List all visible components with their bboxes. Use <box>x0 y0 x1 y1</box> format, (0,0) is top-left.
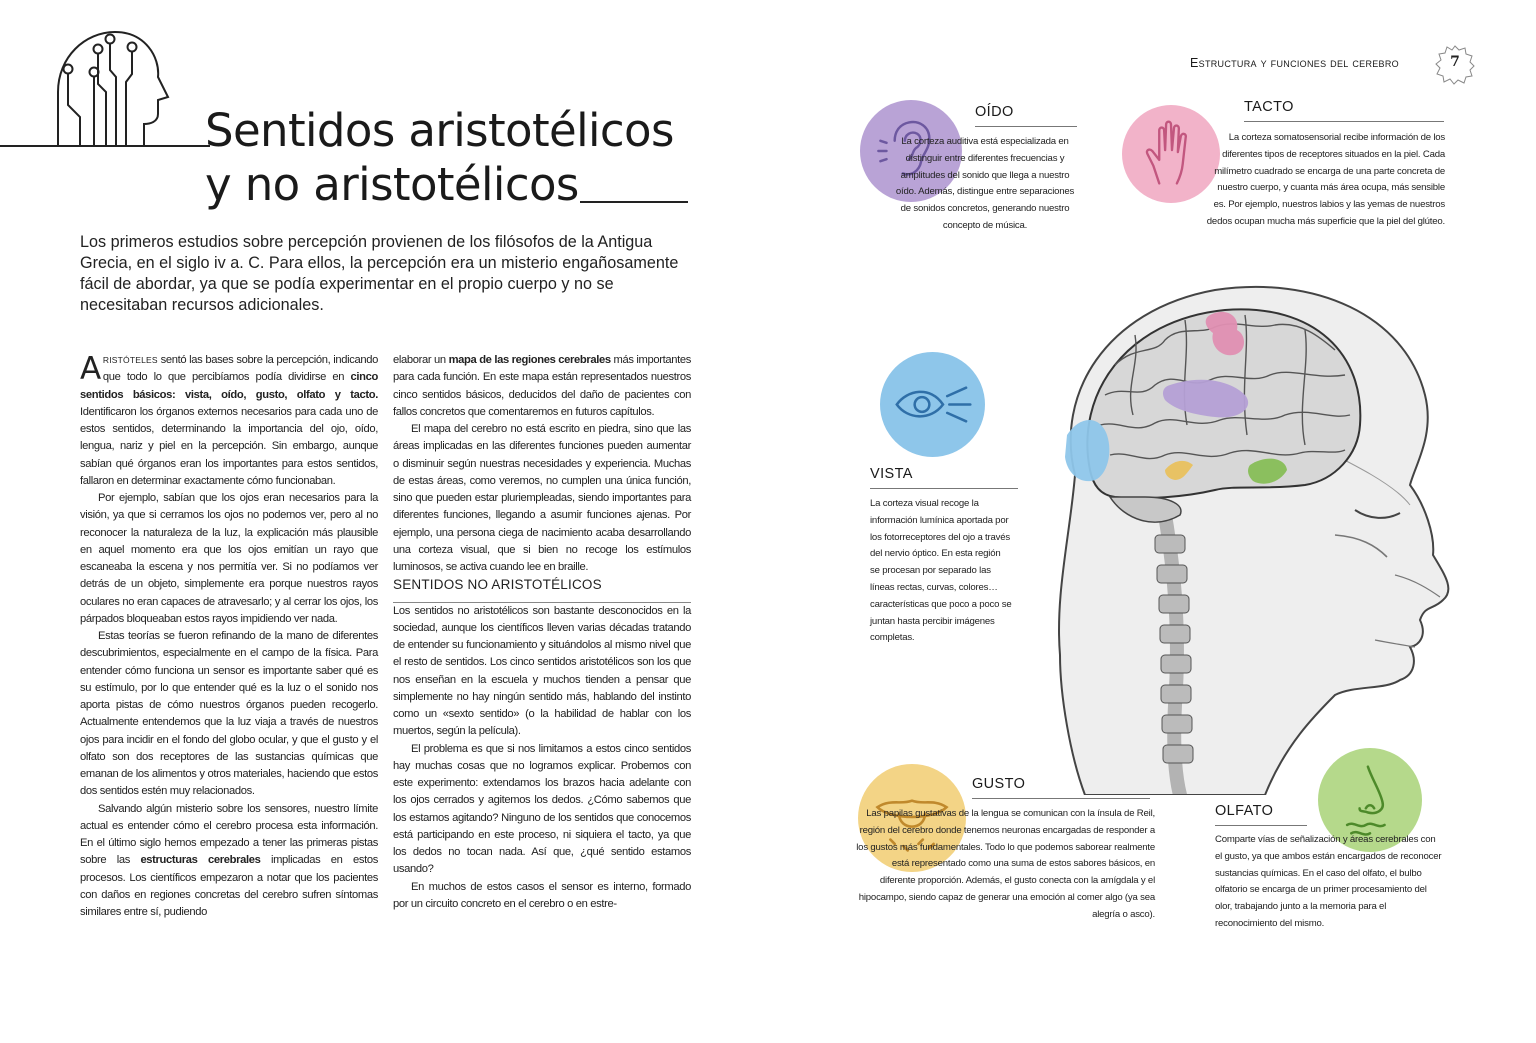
paragraph: El problema es que si nos limitamos a estos cinco sentidos hay muchas cosas que no logramos explicar. Probemos con este experimento: extendamos los brazos hacia adelante con los ojos cerrados y agitemos los dedos. ¿Cómo sabemos que los estamos agitando? Ninguno de los sentidos que conocemos está participando en este proceso, ni siquiera el tacto, ya que los dedos no tocan nada. Así que, ¿qué sentido estamos usando? <box>393 742 691 876</box>
brain-head-illustration <box>1015 275 1455 795</box>
bold-text: mapa de las regiones cerebrales <box>448 354 611 366</box>
tacto-title: TACTO <box>1244 99 1444 122</box>
vista-title: VISTA <box>870 466 1018 489</box>
oido-text: La corteza auditiva está especializada en distinguir entre diferentes frecuencias y amplitudes del sonido que llega a nuestro oído. Además, distingue entre separaciones de sonidos concretos, generando nuestro concepto de música. <box>895 136 1075 231</box>
body-column-1 <box>80 352 378 921</box>
page-title-line2: y no aristotélicos <box>205 158 579 211</box>
text-span: Salvando algún misterio sobre los sensores, nuestro límite actual es entender cómo el cerebro procesa esta información. En el último siglo hemos empezado a tener las primeras pistas sobre las <box>80 802 378 867</box>
page-number: 7 <box>1450 54 1460 70</box>
vista-region <box>1065 420 1109 481</box>
text-span: más importantes para cada función. En este mapa están representados nuestros cinco sentidos básicos, deducidos del daño de pacientes con fallos concretos que comentaremos en futuros capítulos. <box>393 354 691 418</box>
title-rule-right <box>580 201 688 203</box>
paragraph: Estas teorías se fueron refinando de la mano de diferentes descubrimientos, especialmente en el campo de la física. Para entender cómo funciona un sensor es importante saber qué es su estímulo, por lo que entender qué es la luz o el sonido nos aporta pistas de cómo nuestros órganos pueden recogerlo. Actualmente entendemos que la luz viaja a través de nuestros ojos para incidir en el fondo del globo ocular, y que el gusto y el olfato son dos receptores de las sustancias químicas que emanan de los alimentos y otros materiales, haciendo que estos dos sentidos estén muy relacionados. <box>80 630 378 798</box>
section-subhead: SENTIDOS NO ARISTOTÉLICOS <box>393 576 691 602</box>
bold-text: cinco sentidos básicos: vista, oído, gusto, olfato y tacto. <box>80 371 378 401</box>
paragraph: Los sentidos no aristotélicos son bastante desconocidos en la sociedad, aunque los científicos lleven varias décadas tratando de entender su funcionamiento y situándolos al mismo nivel que el resto de sentidos. Los cinco sentidos aristotélicos son los que nos enseñan en la escuela y muchos tienden a pensar que simplemente no hay ningún sentido más, hablando del instinto como un «sexto sentido» (o la habilidad de hablar con los muertos, según la película). <box>393 604 691 738</box>
paragraph <box>393 352 691 421</box>
text-span: Identificaron los órganos externos necesarios para cada uno de estos sentidos, determinando la importancia del ojo, oído, lengua, nariz y piel en la percepción. Sin embargo, aunque sabían qué órganos eran los importantes para estos sentidos, fallaron en determinar exactamente cómo funcionaban. <box>80 405 378 487</box>
paragraph: El mapa del cerebro no está escrito en piedra, sino que las áreas implicadas en las diferentes funciones pueden aumentar o disminuir según nuestras necesidades y experiencia. Muchas de estas áreas, como veremos, no cumplen una única función, sino que pueden estar pluriempleadas, siendo importantes para diferentes funciones, llegando a asumir funciones ajenas. Por ejemplo, una persona ciega de nacimiento acaba desarrollando una corteza visual, que si bien no recoge los estímulos luminosos, se activa cuando lee en braille. <box>393 423 691 573</box>
page-title-line1: Sentidos aristotélicos <box>205 104 674 157</box>
paragraph: En muchos de estos casos el sensor es interno, formado por un circuito concreto en el cerebro o en estre- <box>393 880 691 910</box>
smallcaps-lead: RISTÓTELES <box>102 355 158 365</box>
text-span: sentó las bases sobre la percepción, indicando que todo lo que percibíamos podía dividirse en <box>102 354 378 384</box>
text-span: implicadas en estos procesos. Los científicos empezaron a notar que los pacientes con daños en regiones concretas del cerebro sufren síntomas similares entre sí, pudiendo <box>80 854 378 918</box>
text-span: elaborar un <box>393 354 449 366</box>
tacto-text: La corteza somatosensorial recibe información de los diferentes tipos de receptores situados en la piel. Cada milímetro cuadrado se encarga de una parte concreta de nuestro cuerpo, y cuanta más área ocupa, más sensible es. Por ejemplo, nuestros labios y las yemas de nuestros dedos ocupan mucha más superficie que la piel del glúteo. <box>1206 132 1445 227</box>
head-circuit-logo <box>50 22 170 152</box>
olfato-text: Comparte vías de señalización y áreas cerebrales con el gusto, ya que ambos están encargados de reconocer sustancias químicas. En el caso del olfato, el bulbo olfatorio se encarga de un primer procesamiento del olor, trabajando junto a la memoria para el reconocimiento del mismo. <box>1215 834 1442 929</box>
dropcap: A <box>80 351 101 387</box>
paragraph <box>80 801 378 922</box>
running-head: Estructura y funciones del cerebro <box>1190 56 1399 70</box>
gusto-title: GUSTO <box>972 776 1150 799</box>
bold-text: estructuras cerebrales <box>140 854 261 867</box>
intro-paragraph: Los primeros estudios sobre percepción provienen de los filósofos de la Antigua Grecia, en el siglo iv a. C. Para ellos, la percepción era un misterio engañosamente fácil de abordar, ya que se podía experimentar en el propio cuerpo y no se necesitaban recursos adicionales. <box>80 233 679 314</box>
gusto-text: Las papilas gustativas de la lengua se comunican con la ínsula de Reil, región del cerebro donde tenemos neuronas encargadas de responder a los gustos más fundamentales. Todo lo que podemos saborear realmente está representado como una suma de estos sabores básicos, en diferente proporción. Además, el gusto conecta con la amígdala y el hipocampo, siendo capaz de generar una emoción al comer algo (ya sea alegría o asco). <box>856 808 1155 920</box>
title-rule-left <box>0 145 210 147</box>
paragraph: Por ejemplo, sabían que los ojos eran necesarios para la visión, ya que si cerramos los ojos no podemos ver, pero al no reconocer la naturaleza de la luz, la explicación más plausible en aquel momento era que los ojos emitían un rayo que escaneaba la escena y nos permitía ver. Si no podíamos ver detrás de un objeto, simplemente era porque nuestros rayos oculares no eran capaces de atravesarlo; y al cerrar los ojos, los párpados bloqueaban estos rayos impidiendo ver nada. <box>80 492 378 625</box>
body-column-2 <box>393 352 691 913</box>
olfato-title: OLFATO <box>1215 803 1307 826</box>
oido-title: OÍDO <box>975 104 1077 127</box>
vista-text: La corteza visual recoge la información lumínica aportada por los fotorreceptores del ojo a través del nervio óptico. En esta región se procesan por separado las líneas rectas, curvas, colores… características que poco a poco se juntan hasta percibir imágenes completas. <box>870 498 1012 644</box>
vista-circle <box>880 352 985 457</box>
